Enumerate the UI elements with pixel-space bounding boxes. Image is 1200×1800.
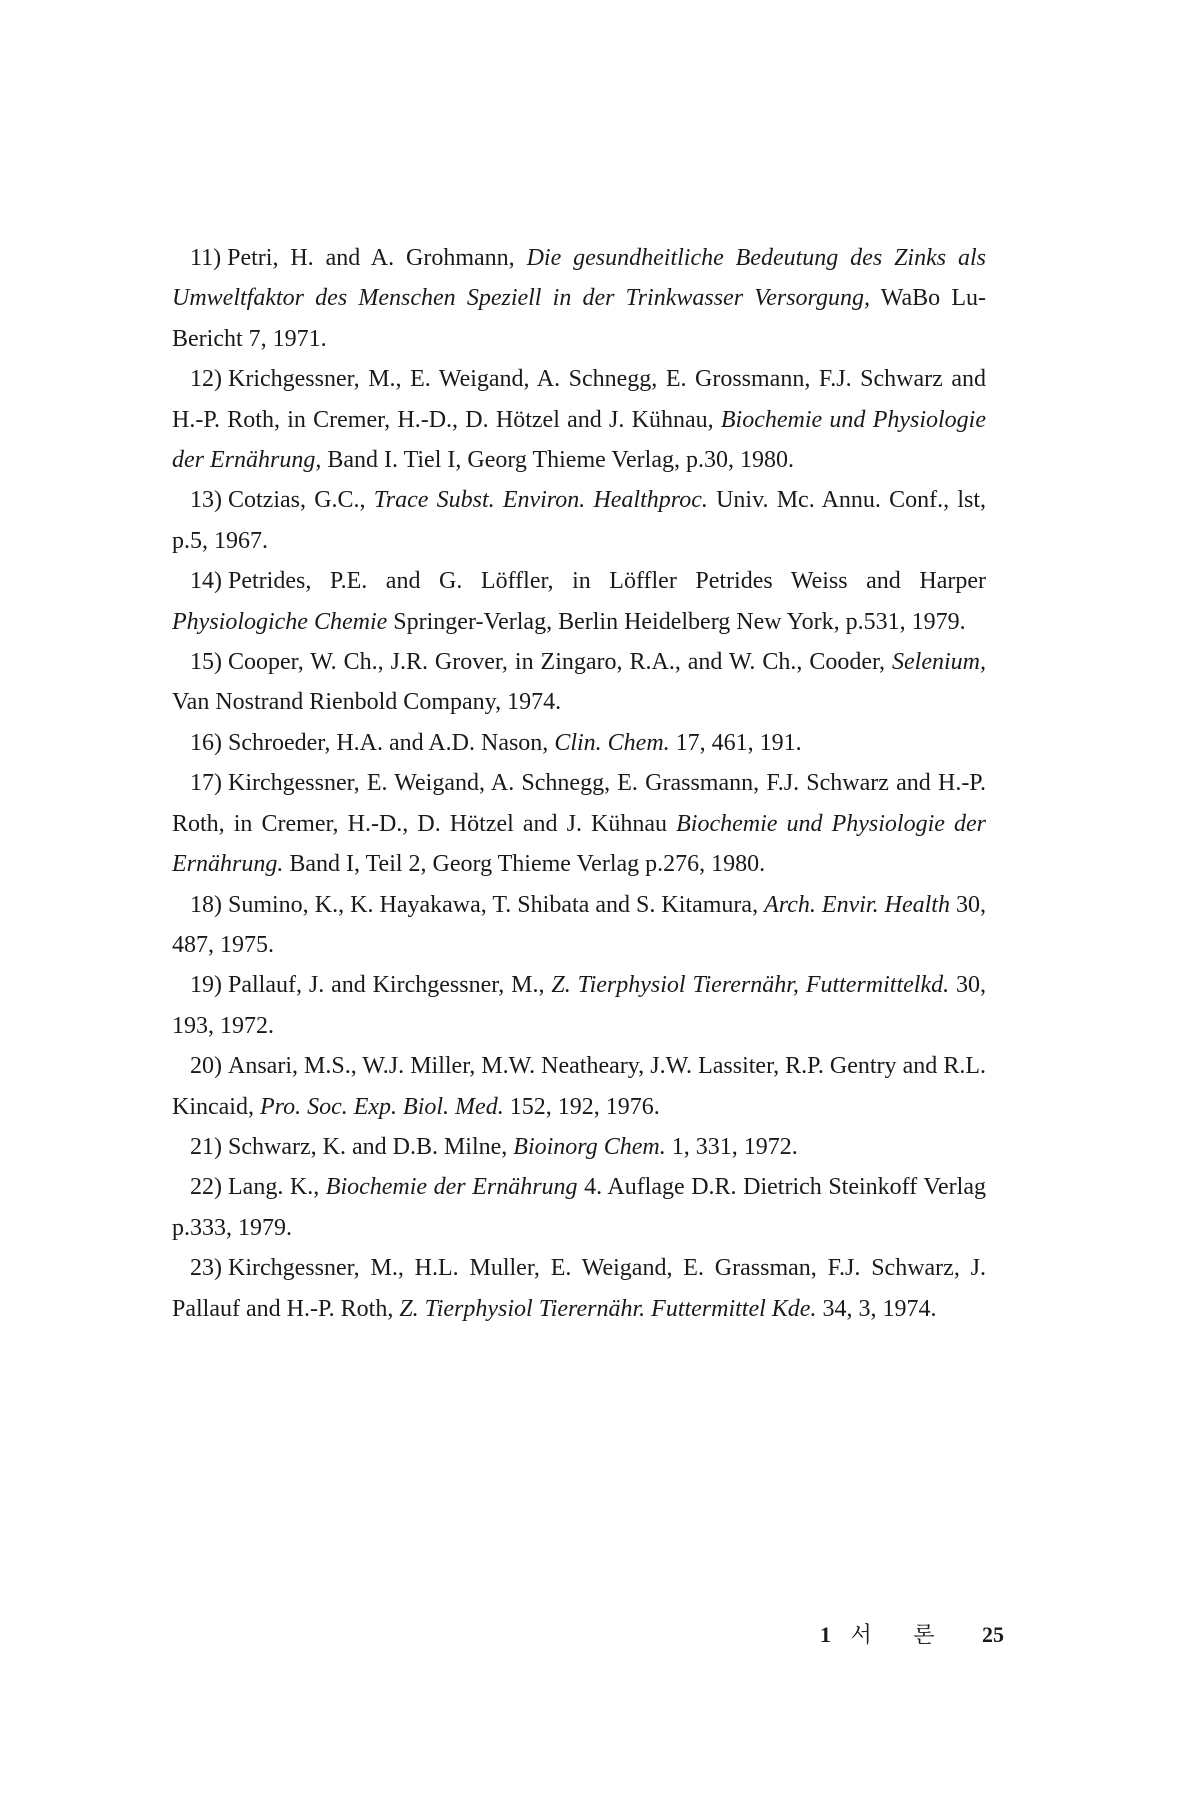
reference-title: Selenium,: [892, 649, 986, 676]
reference-entry: [172, 1127, 986, 1167]
reference-text: Pallauf, J. and Kirchgessner, M.,: [228, 972, 552, 999]
reference-number: 15): [190, 649, 222, 676]
reference-number: 12): [190, 366, 222, 393]
reference-entry: [172, 1167, 986, 1248]
reference-list: [172, 238, 986, 1329]
footer-chapter-number: 1: [820, 1622, 831, 1647]
reference-entry: [172, 359, 986, 480]
reference-title: Trace Subst. Environ. Healthproc.: [373, 487, 708, 514]
reference-title: Biochemie und Physiologie der Ernährung,: [172, 406, 987, 474]
reference-text: 30, 487, 1975.: [172, 891, 986, 958]
reference-text: Univ. Mc. Annu. Conf., lst, p.5, 1967.: [172, 487, 987, 554]
reference-title: Biochemie und Physiologie der Ernährung.: [172, 810, 986, 878]
reference-entry: [172, 642, 986, 723]
reference-text: Band I, Teil 2, Georg Thieme Verlag p.276, 1980.: [283, 851, 766, 878]
reference-number: 11): [190, 245, 222, 271]
reference-entry: [172, 885, 986, 966]
reference-text: Schwarz, K. and D.B. Milne,: [228, 1133, 514, 1160]
reference-text: Lang. K.,: [228, 1174, 326, 1201]
reference-number: 19): [190, 972, 222, 999]
reference-entry: [172, 965, 986, 1046]
page-number: 25: [982, 1622, 1005, 1647]
reference-text: Cooper, W. Ch., J.R. Grover, in Zingaro, R.A., and W. Ch., Cooder,: [228, 649, 893, 676]
reference-title: Clin. Chem.: [554, 729, 670, 756]
reference-title: Pro. Soc. Exp. Biol. Med.: [259, 1093, 504, 1120]
footer-chapter-title: 서 론: [850, 1622, 953, 1647]
reference-text: 4. Auflage D.R. Dietrich Steinkoff Verlag p.333, 1979.: [172, 1174, 986, 1241]
reference-number: 20): [190, 1053, 222, 1080]
reference-text: Van Nostrand Rienbold Company, 1974.: [172, 689, 562, 716]
reference-text: 152, 192, 1976.: [503, 1093, 660, 1120]
reference-entry: [172, 1248, 986, 1329]
reference-text: 34, 3, 1974.: [816, 1295, 937, 1322]
reference-number: 23): [190, 1255, 222, 1282]
reference-text: Petri, H. and A. Grohmann,: [227, 245, 527, 271]
reference-text: Springer-Verlag, Berlin Heidelberg New York, p.531, 1979.: [387, 608, 966, 635]
reference-entry: [172, 480, 986, 561]
reference-text: Petrides, P.E. and G. Löffler, in Löffler Petrides Weiss and Harper: [228, 568, 986, 595]
reference-text: 30, 193, 1972.: [172, 972, 987, 1039]
reference-title: Arch. Envir. Health: [764, 891, 950, 918]
reference-number: 17): [190, 770, 222, 797]
reference-text: WaBo Lu-Bericht 7, 1971.: [172, 285, 986, 352]
reference-number: 22): [190, 1174, 222, 1201]
reference-text: Schroeder, H.A. and A.D. Nason,: [228, 729, 555, 756]
reference-number: 18): [190, 891, 222, 918]
reference-text: Band I. Tiel I, Georg Thieme Verlag, p.30, 1980.: [321, 447, 794, 474]
reference-text: Kirchgessner, M., H.L. Muller, E. Weigand, E. Grassman, F.J. Schwarz, J. Pallauf and H.-P. Roth,: [172, 1255, 986, 1322]
reference-text: Kirchgessner, E. Weigand, A. Schnegg, E. Grassmann, F.J. Schwarz and H.-P. Roth, in Cremer, H.-D., D. Hötzel and J. Kühnau: [172, 770, 986, 837]
reference-entry: [172, 238, 986, 359]
reference-title: Bioinorg Chem.: [513, 1133, 666, 1160]
reference-number: 16): [190, 729, 222, 756]
reference-entry: [172, 561, 986, 642]
reference-text: 1, 331, 1972.: [665, 1133, 798, 1160]
reference-entry: [172, 723, 986, 763]
reference-title: Biochemie der Ernährung: [325, 1174, 578, 1201]
reference-title: Z. Tierphysiol Tierernähr, Futtermittelkd.: [551, 972, 950, 999]
reference-text: Cotzias, G.C.,: [228, 487, 374, 514]
reference-entry: [172, 763, 986, 884]
reference-text: Sumino, K., K. Hayakawa, T. Shibata and S. Kitamura,: [228, 891, 765, 918]
reference-number: 14): [190, 568, 222, 595]
reference-entry: [172, 1046, 986, 1127]
reference-title: Z. Tierphysiol Tierernähr. Futtermittel Kde.: [399, 1295, 817, 1322]
reference-number: 21): [190, 1133, 222, 1160]
reference-text: Ansari, M.S., W.J. Miller, M.W. Neatheary, J.W. Lassiter, R.P. Gentry and R.L. Kincaid,: [172, 1053, 986, 1120]
reference-text: Krichgessner, M., E. Weigand, A. Schnegg, E. Grossmann, F.J. Schwarz and H.-P. Roth, in Cremer, H.-D., D. Hötzel and J. Kühnau,: [172, 366, 986, 433]
page-footer: [820, 1618, 1004, 1649]
reference-text: 17, 461, 191.: [669, 729, 802, 756]
reference-title: Physiologiche Chemie: [172, 608, 388, 635]
reference-number: 13): [190, 487, 222, 514]
reference-title: Die gesundheitliche Bedeutung des Zinks als Umweltfaktor des Menschen Speziell in der Trinkwasser Versorgung,: [172, 245, 986, 312]
